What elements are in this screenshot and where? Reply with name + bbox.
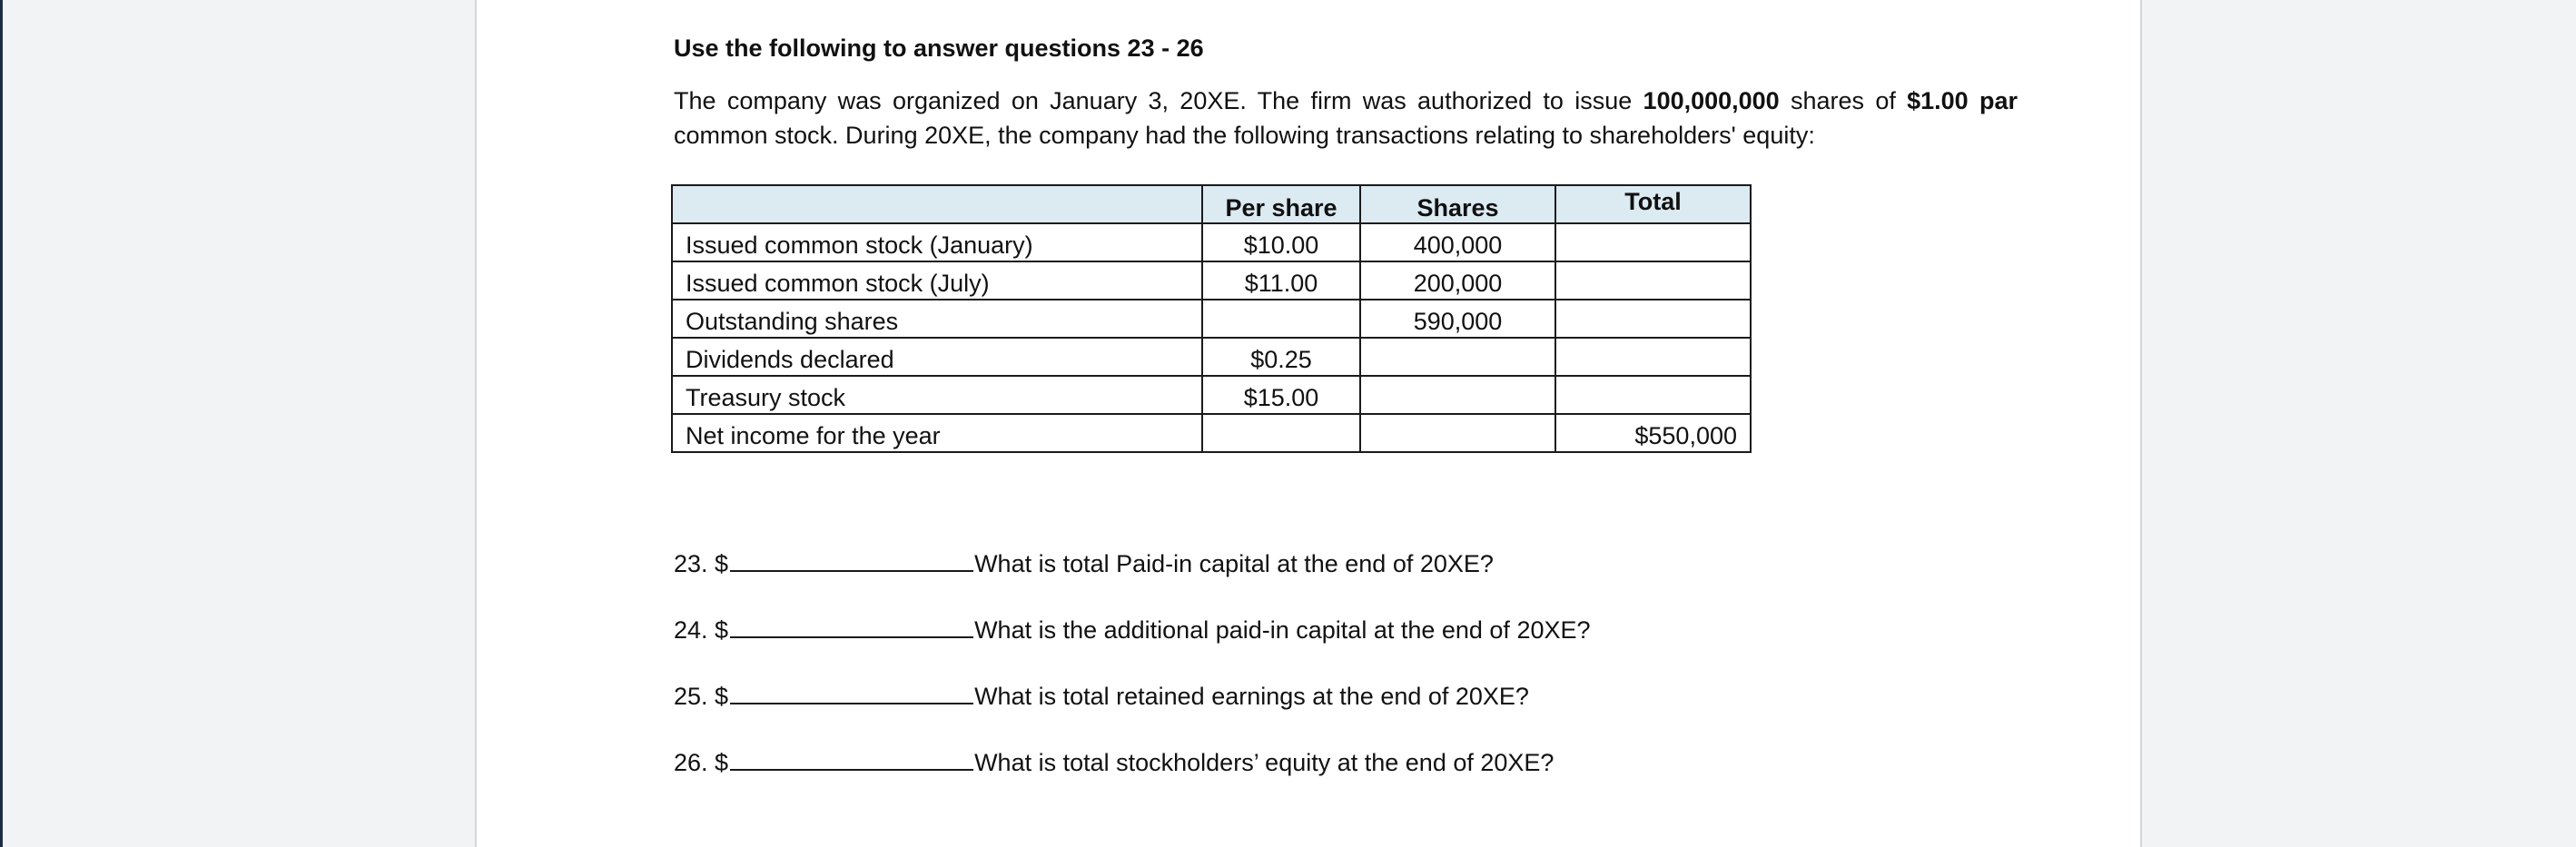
- shares-cell: 200,000: [1360, 261, 1555, 300]
- intro-par-value: $1.00 par: [1907, 87, 2018, 114]
- shares-cell: [1360, 414, 1555, 452]
- answer-blank[interactable]: [730, 548, 973, 572]
- shares-cell: [1360, 376, 1555, 414]
- shares-cell: 400,000: [1360, 223, 1555, 261]
- intro-authorized-shares: 100,000,000: [1643, 87, 1780, 114]
- equity-transactions-table: [671, 184, 1752, 453]
- header-shares: Shares: [1360, 185, 1555, 223]
- question-text: What is total retained earnings at the end of 20XE?: [974, 683, 1529, 710]
- shares-cell: [1360, 338, 1555, 376]
- answer-blank[interactable]: [730, 615, 973, 638]
- total-cell: [1555, 261, 1751, 300]
- window-left-edge: [0, 0, 3, 847]
- header-description: [672, 185, 1202, 223]
- question-number: 26. $: [674, 749, 729, 776]
- question-text: What is total Paid-in capital at the end of 20XE?: [974, 550, 1494, 577]
- table-row: [672, 223, 1751, 261]
- table-row: [672, 414, 1751, 452]
- table-row: [672, 300, 1751, 338]
- answer-blank[interactable]: [730, 681, 973, 704]
- intro-text-1: The company was organized on January 3, 20XE. The firm was authorized to issue: [674, 87, 1643, 114]
- section-heading: Use the following to answer questions 23 - 26: [674, 34, 1204, 62]
- table-row: [672, 338, 1751, 376]
- per-share-cell: [1202, 414, 1360, 452]
- table-row: [672, 376, 1751, 414]
- table-header-row: [672, 185, 1751, 223]
- total-cell: $550,000: [1555, 414, 1751, 452]
- intro-text-3: common stock. During 20XE, the company had the following transactions relating to shareholders' equity:: [674, 122, 1815, 149]
- row-label: Issued common stock (July): [672, 261, 1202, 300]
- per-share-cell: $15.00: [1202, 376, 1360, 414]
- row-label: Outstanding shares: [672, 300, 1202, 338]
- question-text: What is the additional paid-in capital at the end of 20XE?: [974, 616, 1591, 644]
- row-label: Net income for the year: [672, 414, 1202, 452]
- question-24: [674, 615, 1591, 645]
- intro-text-2: shares of: [1779, 87, 1908, 114]
- per-share-cell: $11.00: [1202, 261, 1360, 300]
- answer-blank[interactable]: [730, 747, 973, 771]
- header-per-share: Per share: [1202, 185, 1360, 223]
- question-25: [674, 681, 1529, 711]
- row-label: Issued common stock (January): [672, 223, 1202, 261]
- question-text: What is total stockholders’ equity at the end of 20XE?: [974, 749, 1554, 776]
- row-label: Treasury stock: [672, 376, 1202, 414]
- question-number: 24. $: [674, 616, 729, 644]
- header-total: Total: [1555, 185, 1751, 223]
- total-cell: [1555, 300, 1751, 338]
- per-share-cell: $0.25: [1202, 338, 1360, 376]
- question-26: [674, 747, 1554, 777]
- question-number: 25. $: [674, 683, 729, 710]
- question-number: 23. $: [674, 550, 729, 577]
- question-23: [674, 548, 1494, 578]
- shares-cell: 590,000: [1360, 300, 1555, 338]
- intro-paragraph: [674, 84, 2018, 153]
- total-cell: [1555, 223, 1751, 261]
- document-page: [475, 0, 2142, 847]
- per-share-cell: [1202, 300, 1360, 338]
- table-row: [672, 261, 1751, 300]
- row-label: Dividends declared: [672, 338, 1202, 376]
- total-cell: [1555, 338, 1751, 376]
- total-cell: [1555, 376, 1751, 414]
- per-share-cell: $10.00: [1202, 223, 1360, 261]
